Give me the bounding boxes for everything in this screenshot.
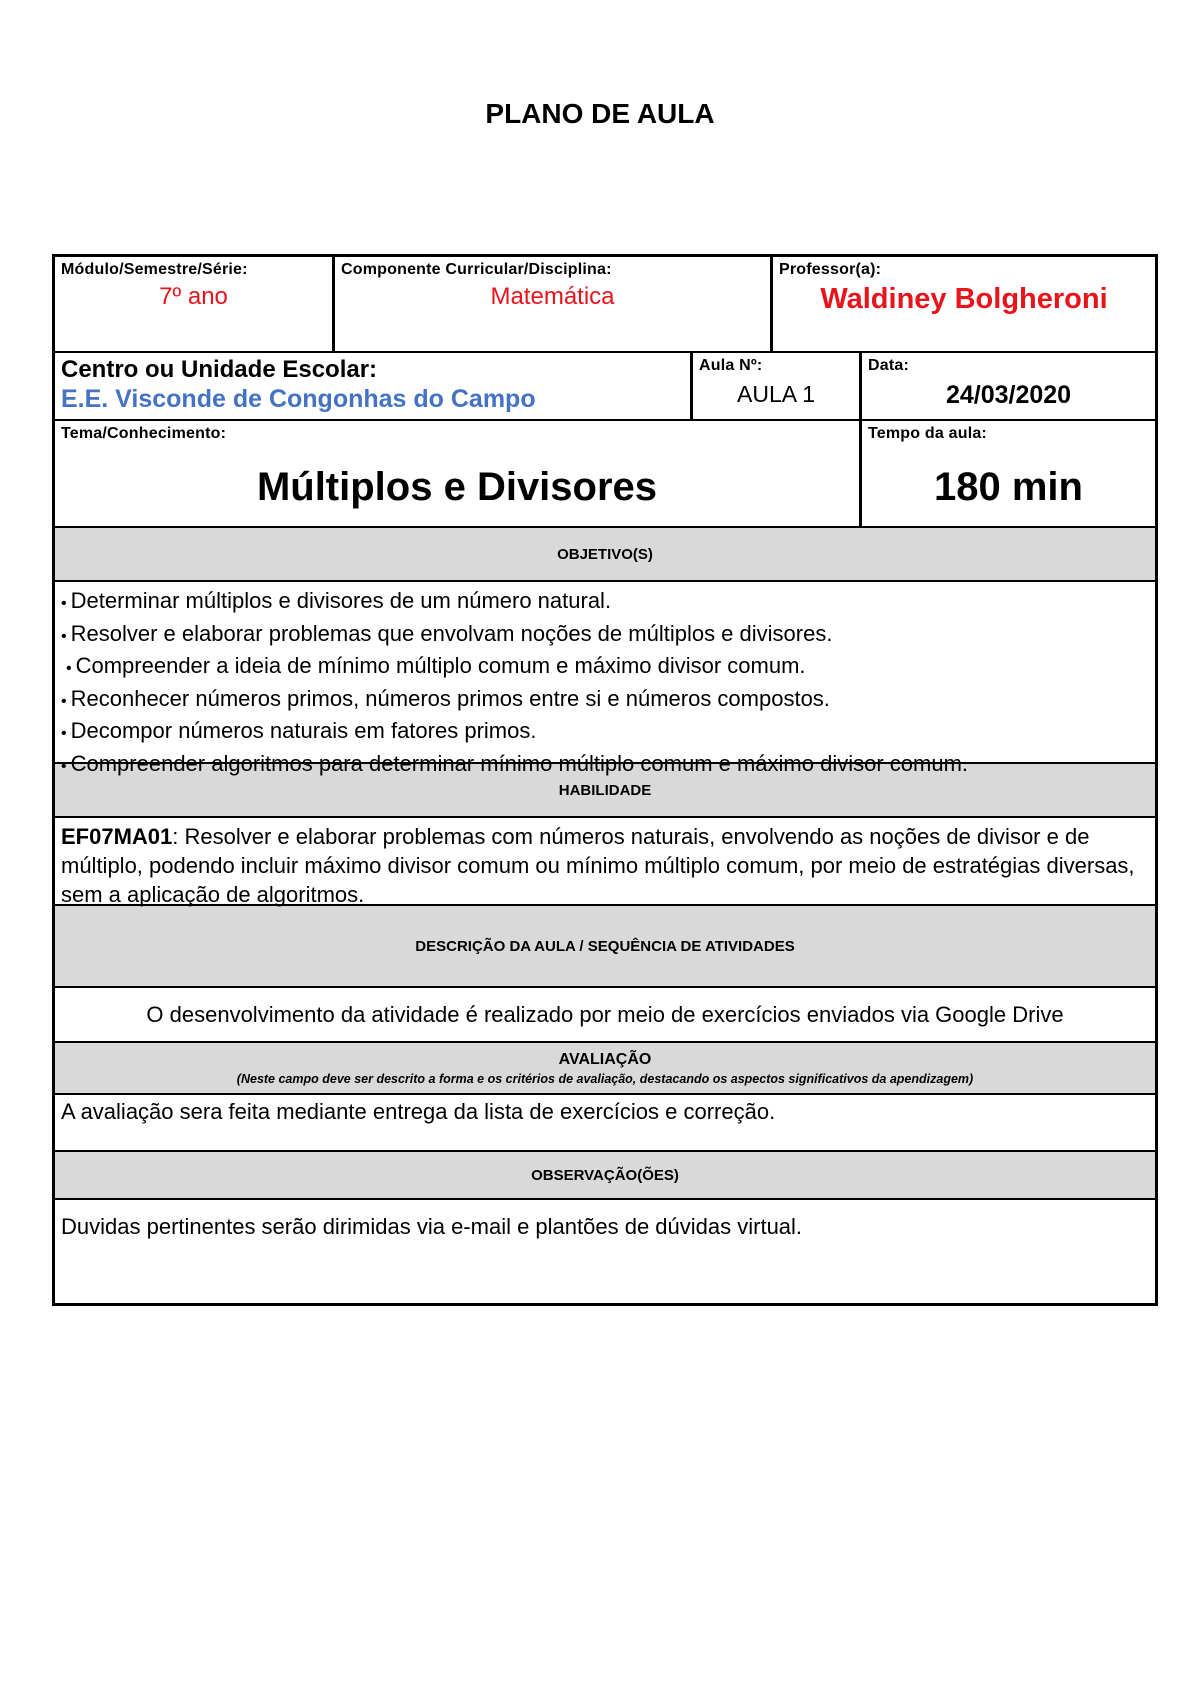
aula-cell	[690, 353, 859, 419]
tempo-value: 180 min	[934, 465, 1083, 509]
lesson-plan-form	[52, 254, 1158, 1306]
modulo-value: 7º ano	[159, 283, 228, 310]
observacoes-content	[55, 1200, 1155, 1303]
list-item: • Decompor números naturais em fatores primos.	[61, 718, 537, 743]
school-cell	[55, 353, 690, 419]
observacoes-heading-text: OBSERVAÇÃO(ÕES)	[531, 1166, 679, 1184]
school-value: E.E. Visconde de Congonhas do Campo	[61, 385, 536, 413]
habilidade-heading-text: HABILIDADE	[558, 781, 652, 799]
tempo-cell	[859, 421, 1155, 526]
objetivos-heading	[55, 528, 1155, 582]
bullet-icon: •	[61, 692, 67, 710]
professor-cell	[770, 257, 1155, 351]
professor-label: Professor(a):	[779, 261, 882, 278]
modulo-label: Módulo/Semestre/Série:	[61, 261, 248, 278]
bullet-icon: •	[61, 757, 67, 775]
avaliacao-heading-text: AVALIAÇÃO	[558, 1050, 652, 1068]
habilidade-description: : Resolver e elaborar problemas com números naturais, envolvendo as noções de divisor e de múltiplo, podendo incluir máximo divisor comum ou mínimo múltiplo comum, por meio de estratégias diversas, sem a aplicação de algoritmos.	[61, 824, 1135, 907]
objetivos-content	[55, 582, 1155, 776]
habilidade-code: EF07MA01	[61, 824, 173, 849]
objetivos-heading-text: OBJETIVO(S)	[557, 545, 653, 563]
bullet-icon: •	[66, 660, 72, 677]
page-title: PLANO DE AULA	[485, 98, 715, 129]
school-label: Centro ou Unidade Escolar:	[61, 356, 378, 383]
list-item: • Compreender a ideia de mínimo múltiplo comum e máximo divisor comum.	[66, 653, 806, 678]
descricao-text: O desenvolvimento da atividade é realizado por meio de exercícios enviados via Google Drive	[146, 1001, 1064, 1027]
bullet-icon: •	[61, 627, 67, 645]
tempo-label: Tempo da aula:	[868, 425, 987, 442]
habilidade-content	[55, 818, 1155, 906]
list-item: • Resolver e elaborar problemas que envolvam noções de múltiplos e divisores.	[61, 620, 833, 646]
avaliacao-subheading: (Neste campo deve ser descrito a forma e os critérios de avaliação, destacando os aspectos significativos da apendizagem)	[236, 1071, 974, 1086]
tema-row	[55, 421, 1155, 528]
list-item: • Reconhecer números primos, números primos entre si e números compostos.	[61, 685, 830, 711]
data-label: Data:	[868, 357, 910, 374]
componente-value: Matemática	[490, 283, 615, 310]
data-value: 24/03/2020	[945, 381, 1072, 409]
avaliacao-text: A avaliação sera feita mediante entrega da lista de exercícios e correção.	[61, 1099, 776, 1124]
habilidade-text	[55, 818, 1155, 907]
bullet-icon: •	[61, 725, 67, 742]
objetivos-list	[55, 582, 974, 776]
tema-label: Tema/Conhecimento:	[61, 425, 227, 442]
list-item: • Compreender algoritmos para determinar mínimo múltiplo comum e máximo divisor comum.	[61, 750, 969, 776]
data-cell	[859, 353, 1155, 419]
avaliacao-heading	[55, 1043, 1155, 1095]
descricao-heading	[55, 906, 1155, 988]
descricao-content	[55, 988, 1155, 1043]
modulo-cell	[55, 257, 332, 351]
list-item: • Determinar múltiplos e divisores de um número natural.	[61, 588, 612, 613]
descricao-heading-text: DESCRIÇÃO DA AULA / SEQUÊNCIA DE ATIVIDADES	[415, 937, 795, 955]
componente-label: Componente Curricular/Disciplina:	[341, 261, 612, 278]
tema-value: Múltiplos e Divisores	[256, 465, 658, 509]
aula-label: Aula Nº:	[699, 357, 763, 374]
observacoes-text: Duvidas pertinentes serão dirimidas via e-mail e plantões de dúvidas virtual.	[61, 1214, 803, 1239]
school-row	[55, 353, 1155, 421]
componente-cell	[332, 257, 770, 351]
aula-value: AULA 1	[737, 381, 815, 407]
observacoes-heading	[55, 1152, 1155, 1200]
header-row	[55, 257, 1155, 353]
bullet-icon: •	[61, 595, 67, 612]
tema-cell	[55, 421, 859, 526]
avaliacao-content	[55, 1095, 1155, 1152]
professor-value: Waldiney Bolgheroni	[820, 283, 1108, 315]
